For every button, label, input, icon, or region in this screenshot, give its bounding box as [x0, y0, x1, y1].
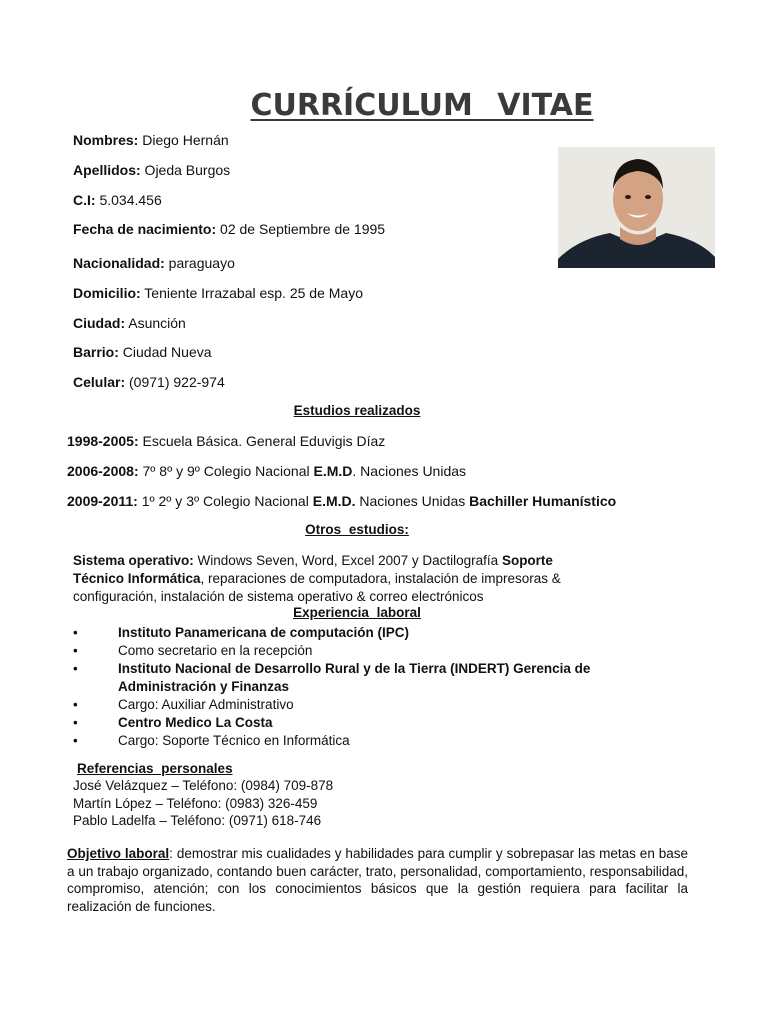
- objective-text: : demostrar mis cualidades y habilidades para cumplir y sobrepasar las metas en base a un trabajo organizado, contando buen carácter, trato, personalidad, comportamiento, responsabilidad, compromiso, atención; con los conocimientos básicos que la gestión requiera para facilitar la realización de funciones.: [67, 846, 688, 914]
- study-text: 7º 8º y 9º Colegio Nacional: [138, 463, 314, 479]
- reference-item: Martín López – Teléfono: (0983) 326-459: [73, 795, 318, 811]
- study-school-abbr: E.M.D.: [312, 493, 356, 509]
- study-row-2: [67, 463, 466, 479]
- person-portrait-icon: [558, 147, 715, 268]
- study-text: Escuela Básica. General Eduvigis Díaz: [138, 433, 386, 449]
- study-text: Naciones Unidas: [355, 493, 470, 509]
- field-domicilio: [73, 285, 363, 301]
- value-barrio: Ciudad Nueva: [118, 344, 212, 360]
- reference-item: José Velázquez – Teléfono: (0984) 709-878: [73, 778, 334, 793]
- bullet-icon: •: [73, 733, 78, 748]
- profile-photo: [558, 147, 715, 268]
- experience-heading: Experiencia laboral: [293, 605, 421, 620]
- field-barrio: [73, 344, 212, 360]
- references-list: [73, 777, 333, 830]
- list-item: [73, 696, 673, 714]
- field-nacionalidad: [73, 255, 235, 271]
- other-studies-highlight: Soporte Técnico Informática: [73, 553, 553, 586]
- list-item: [73, 642, 673, 660]
- label-nacimiento: Fecha de nacimiento:: [73, 221, 217, 237]
- studies-heading: Estudios realizados: [293, 403, 421, 418]
- objective-label: Objetivo laboral: [67, 846, 170, 861]
- study-row-1: [67, 433, 385, 449]
- value-domicilio: Teniente Irrazabal esp. 25 de Mayo: [140, 285, 363, 301]
- value-celular: (0971) 922-974: [125, 374, 225, 390]
- label-ci: C.I:: [73, 192, 96, 208]
- bullet-icon: •: [73, 625, 78, 640]
- label-nombres: Nombres:: [73, 132, 139, 148]
- list-item: [73, 732, 673, 750]
- other-studies-part: Windows Seven, Word, Excel 2007 y Dactilografía: [193, 553, 502, 568]
- study-text: 1º 2º y 3º Colegio Nacional: [137, 493, 313, 509]
- page-title: CURRÍCULUM VITAE: [250, 88, 594, 123]
- study-years: 2009-2011:: [67, 493, 138, 509]
- label-ciudad: Ciudad:: [73, 315, 126, 331]
- other-studies-label: Sistema operativo:: [73, 553, 194, 568]
- label-barrio: Barrio:: [73, 344, 119, 360]
- experience-list: [73, 624, 673, 750]
- study-degree: Bachiller Humanístico: [469, 493, 617, 509]
- field-apellidos: [73, 162, 230, 178]
- experience-item: Instituto Nacional de Desarrollo Rural y de la Tierra (INDERT) Gerencia de Administración y Finanzas: [118, 661, 591, 694]
- label-domicilio: Domicilio:: [73, 285, 141, 301]
- field-celular: [73, 374, 225, 390]
- bullet-icon: •: [73, 715, 78, 730]
- label-apellidos: Apellidos:: [73, 162, 141, 178]
- value-ciudad: Asunción: [125, 315, 186, 331]
- objective-paragraph: [67, 845, 688, 915]
- label-celular: Celular:: [73, 374, 126, 390]
- field-nacimiento: [73, 221, 385, 237]
- other-studies-text: [73, 552, 593, 606]
- other-studies-heading: Otros estudios:: [305, 522, 409, 537]
- value-apellidos: Ojeda Burgos: [140, 162, 231, 178]
- field-nombres: [73, 132, 229, 148]
- study-text: . Naciones Unidas: [352, 463, 467, 479]
- field-ciudad: [73, 315, 186, 331]
- list-item: [73, 714, 673, 732]
- bullet-icon: •: [73, 697, 78, 712]
- experience-item: Como secretario en la recepción: [118, 643, 313, 658]
- other-studies-part: , reparaciones de computadora, instalación de impresoras & configuración, instalación de sistema operativo & correo electrónicos: [73, 571, 561, 604]
- bullet-icon: •: [73, 661, 78, 676]
- field-ci: [73, 192, 162, 208]
- reference-item: Pablo Ladelfa – Teléfono: (0971) 618-746: [73, 813, 322, 828]
- list-item: [73, 624, 673, 642]
- experience-item: Centro Medico La Costa: [118, 715, 273, 730]
- value-nacimiento: 02 de Septiembre de 1995: [216, 221, 386, 237]
- value-ci: 5.034.456: [95, 192, 162, 208]
- list-item: [73, 660, 673, 696]
- value-nacionalidad: paraguayo: [164, 255, 235, 271]
- study-years: 1998-2005:: [67, 433, 139, 449]
- experience-item: Instituto Panamericana de computación (IPC): [118, 625, 410, 640]
- study-row-3: [67, 493, 616, 509]
- experience-item: Cargo: Soporte Técnico en Informática: [118, 733, 350, 748]
- label-nacionalidad: Nacionalidad:: [73, 255, 165, 271]
- study-school-abbr: E.M.D: [313, 463, 353, 479]
- study-years: 2006-2008:: [67, 463, 139, 479]
- experience-item: Cargo: Auxiliar Administrativo: [118, 697, 294, 712]
- references-heading: Referencias personales: [77, 761, 233, 776]
- value-nombres: Diego Hernán: [138, 132, 229, 148]
- bullet-icon: •: [73, 643, 78, 658]
